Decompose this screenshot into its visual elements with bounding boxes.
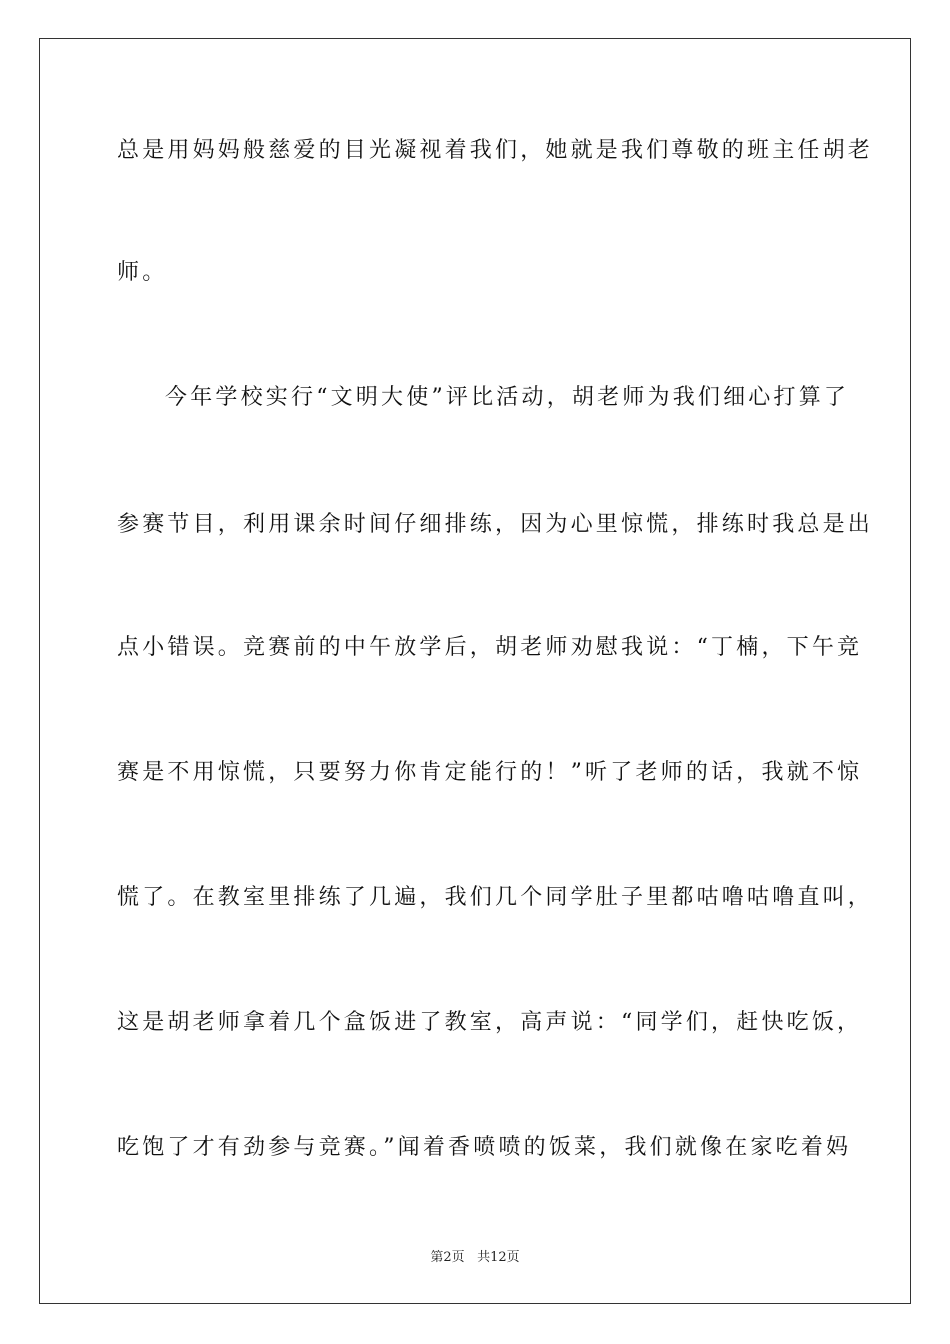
body-text-line: 参赛节目，利用课余时间仔细排练，因为心里惊慌，排练时我总是出 [117,512,874,537]
body-text-line: 这是胡老师拿着几个盒饭进了教室，高声说：“同学们，赶快吃饭， [117,1010,863,1035]
page-border [39,38,911,1304]
page-total: 共12页 [477,1250,520,1265]
body-text-line: 吃饱了才有劲参与竞赛。”闻着香喷喷的饭菜，我们就像在家吃着妈 [117,1135,852,1160]
body-text-line: 慌了。在教室里排练了几遍，我们几个同学肚子里都咕噜咕噜直叫， [117,885,874,910]
paragraph-first-line: 今年学校实行“文明大使”评比活动，胡老师为我们细心打算了 [165,385,850,410]
body-text-line: 赛是不用惊慌，只要努力你肯定能行的！”听了老师的话，我就不惊 [117,760,863,785]
body-text-line: 总是用妈妈般慈爱的目光凝视着我们，她就是我们尊敬的班主任胡老 [117,138,874,163]
body-text-line: 点小错误。竞赛前的中午放学后，胡老师劝慰我说：“丁楠，下午竞 [117,635,863,660]
body-text-line: 师。 [117,260,168,285]
page-number: 第2页 [430,1250,465,1265]
page-footer [0,1249,950,1267]
